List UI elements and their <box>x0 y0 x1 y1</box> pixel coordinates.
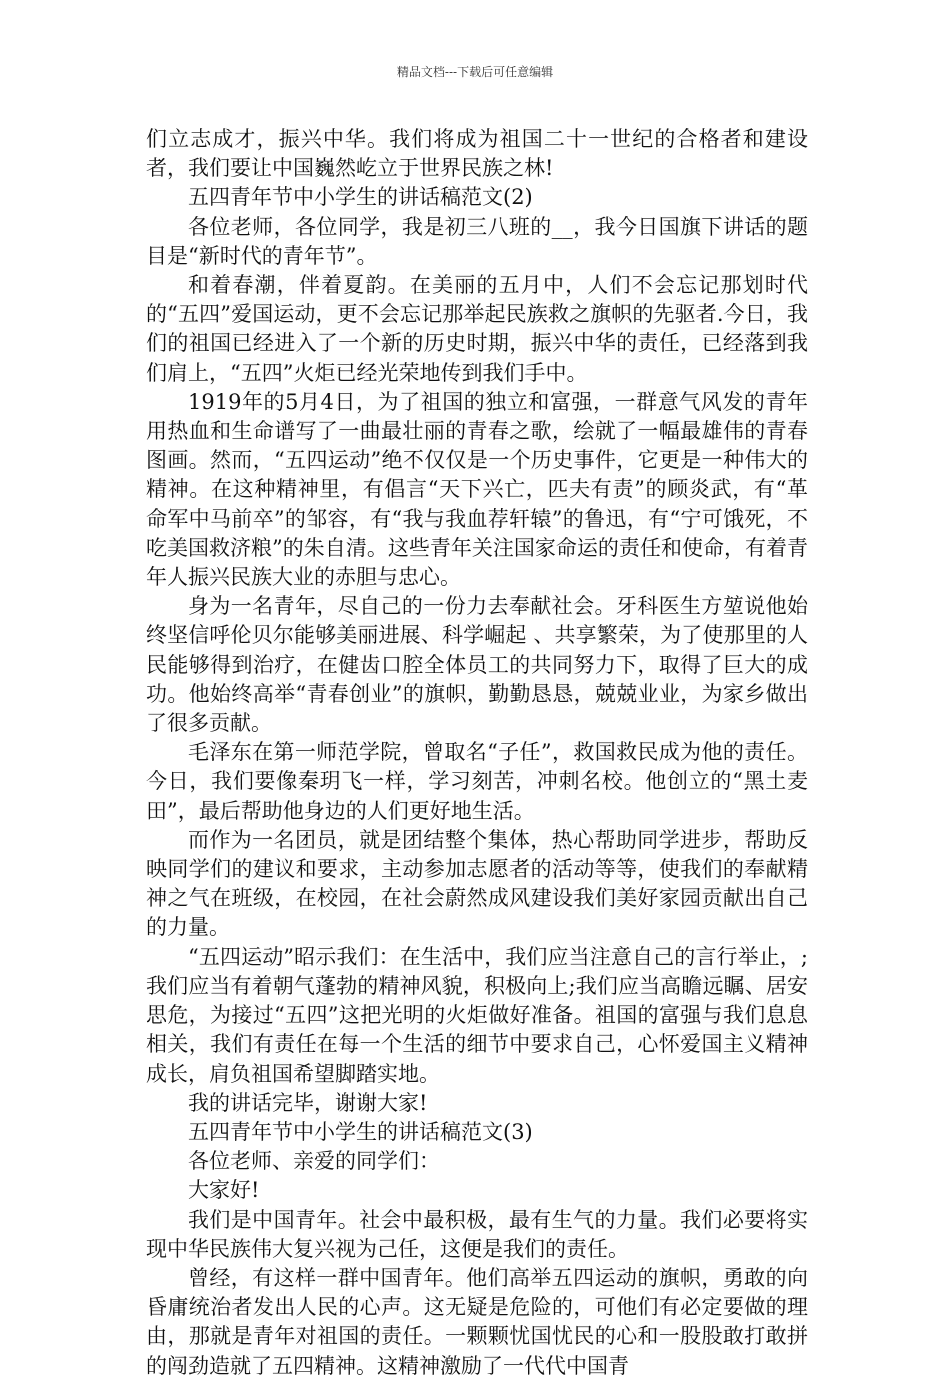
paragraph: 我的讲话完毕，谢谢大家! <box>188 1090 428 1115</box>
paragraph: 和着春潮，伴着夏韵。在美丽的五月中，人们不会忘记那划时代的“五四”爱国运动，更不会忘记那举起民族救之旗帜的先驱者.今日，我们的祖国已经进入了一个新的历史时期，振兴中华的责任，已经落到我们肩上，“五四”火炬已经光荣地传到我们手中。 <box>146 273 808 385</box>
paragraph: 各位老师、亲爱的同学们： <box>188 1149 440 1174</box>
paragraph: 曾经，有这样一群中国青年。他们高举五四运动的旗帜，勇敢的向昏庸统治者发出人民的心声。这无疑是危险的，可他们有必定要做的理由，那就是青年对祖国的责任。一颗颗忧国忧民的心和一股股敢打敢拼的闯劲造就了五四精神。这精神激励了一代代中国青 <box>146 1265 808 1378</box>
paragraph: 大家好! <box>188 1178 260 1203</box>
paragraph: 毛泽东在第一师范学院，曾取名“子任”，救国救民成为他的责任。今日，我们要像秦玥飞一样，学习刻苦，冲刺名校。他创立的“黑土麦田”，最后帮助他身边的人们更好地生活。 <box>146 740 808 823</box>
paragraph: 们立志成才，振兴中华。我们将成为祖国二十一世纪的合格者和建设者，我们要让中国巍然屹立于世界民族之林! <box>146 127 808 181</box>
paragraph: 五四青年节中小学生的讲话稿范文(2) <box>188 185 533 210</box>
page-header: 精品文档---下载后可任意编辑 <box>396 65 554 79</box>
paragraph: 五四青年节中小学生的讲话稿范文(3) <box>188 1119 533 1144</box>
paragraph: 身为一名青年，尽自己的一份力去奉献社会。牙科医生方堃说他始终坚信呼伦贝尔能够美丽进展、科学崛起 、共享繁荣，为了使那里的人民能够得到治疗，在健齿口腔全体员工的共同努力下，取得了巨大的成功。他始终高举“青春创业”的旗帜，勤勤恳恳，兢兢业业，为家乡做出了很多贡献。 <box>146 594 808 736</box>
paragraph: 各位老师，各位同学，我是初三八班的__，我今日国旗下讲话的题目是“新时代的青年节”。 <box>146 214 808 268</box>
paragraph: “五四运动”昭示我们：在生活中，我们应当注意自己的言行举止，;我们应当有着朝气蓬勃的精神风貌，积极向上;我们应当高瞻远瞩、居安思危，为接过“五四”这把光明的火炬做好准备。祖国的富强与我们息息相关，我们有责任在每一个生活的细节中要求自己，心怀爱国主义精神成长，肩负祖国希望脚踏实地。 <box>146 944 808 1086</box>
document-body <box>146 125 808 1381</box>
paragraph: 1919年的5月4日，为了祖国的独立和富强，一群意气风发的青年用热血和生命谱写了一曲最壮丽的青春之歌，绘就了一幅最雄伟的青春图画。然而，“五四运动”绝不仅仅是一个历史事件，它更是一种伟大的精神。在这种精神里，有倡言“天下兴亡，匹夫有责”的顾炎武，有“革命军中马前卒”的邹容，有“我与我血荐轩辕”的鲁迅，有“宁可饿死，不吃美国救济粮”的朱自清。这些青年关注国家命运的责任和使命，有着青年人振兴民族大业的赤胆与忠心。 <box>146 389 808 590</box>
paragraph: 而作为一名团员，就是团结整个集体，热心帮助同学进步，帮助反映同学们的建议和要求，主动参加志愿者的活动等等，使我们的奉献精神之气在班级，在校园，在社会蔚然成风建设我们美好家园贡献出自己的力量。 <box>146 827 808 940</box>
paragraph: 我们是中国青年。社会中最积极，最有生气的力量。我们必要将实现中华民族伟大复兴视为己任，这便是我们的责任。 <box>146 1207 808 1261</box>
